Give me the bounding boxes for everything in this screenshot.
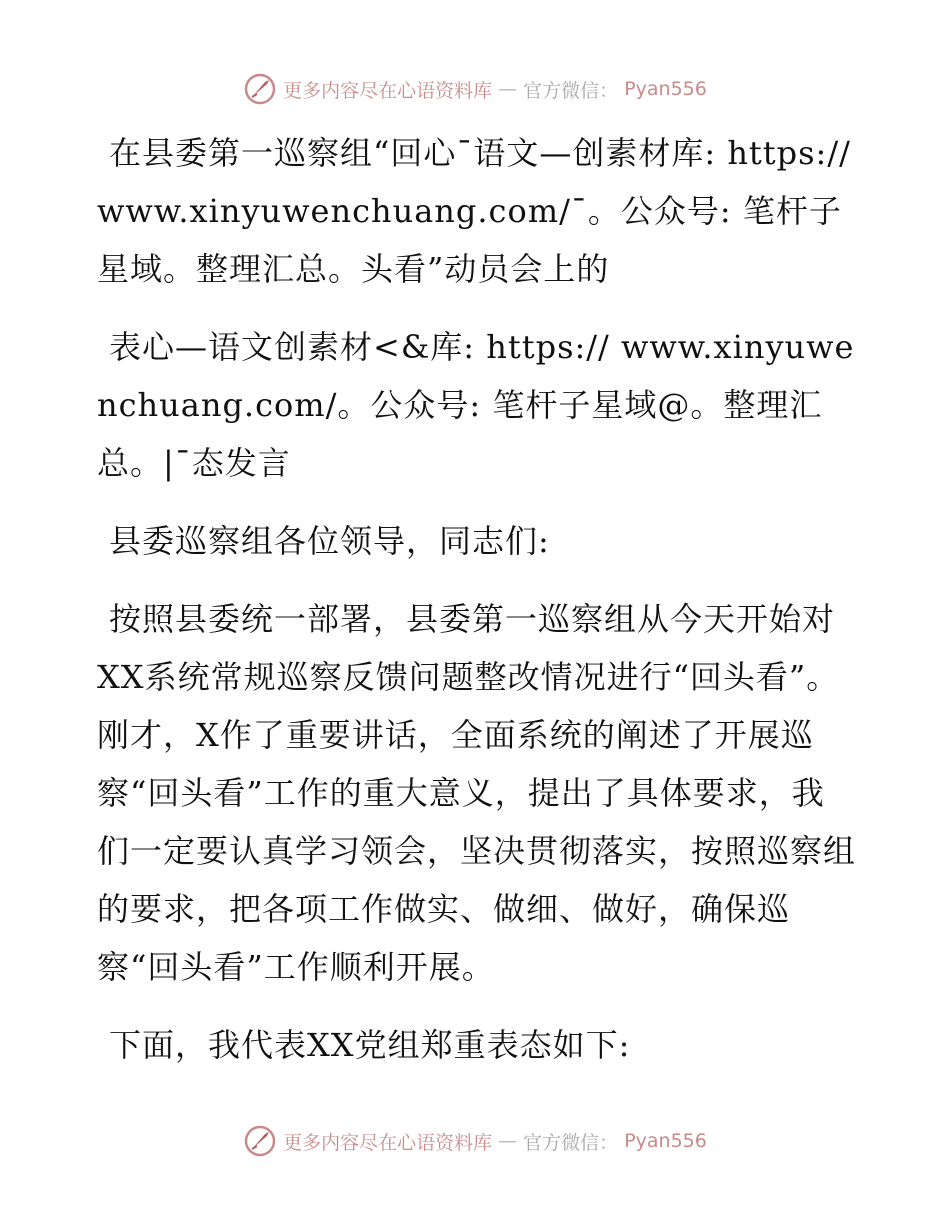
footer-watermark xyxy=(0,1124,950,1158)
paragraph-intro: 按照县委统一部署，县委第一巡察组从今天开始对XX系统常规巡察反馈问题整改情况进行“回头看”。刚才，X作了重要讲话，全面系统的阐述了开展巡察“回头看”工作的重大意义，提出了具体要求，我们一定要认真学习领会，坚决贯彻落实，按照巡察组的要求，把各项工作做实、做细、做好，确保巡察“回头看”工作顺利开展。 xyxy=(97,600,857,986)
watermark-wechat-id: Pyan556 xyxy=(624,1130,707,1152)
quill-logo-icon xyxy=(243,1124,277,1158)
document-body xyxy=(97,124,857,1094)
paragraph-statement: 下面，我代表XX党组郑重表态如下: xyxy=(109,1026,631,1064)
watermark-wechat-id: Pyan556 xyxy=(624,78,707,100)
watermark-wechat-label: 官方微信： xyxy=(523,79,619,102)
watermark-dash: — xyxy=(498,78,518,100)
quill-logo-icon xyxy=(243,72,277,106)
watermark-main-text: 更多内容尽在心语资料库 xyxy=(283,1131,493,1154)
watermark-wechat-label: 官方微信： xyxy=(523,1131,619,1154)
paragraph-salutation: 县委巡察组各位领导，同志们: xyxy=(109,522,550,560)
paragraph-title-part2: 表心—语文创素材<&库: https:// www.xinyuwenchuang.com/。公众号: 笔杆子星域@。整理汇总。|¯态发言 xyxy=(97,328,855,482)
watermark-main-text: 更多内容尽在心语资料库 xyxy=(283,79,493,102)
watermark-dash: — xyxy=(498,1130,518,1152)
paragraph-title-part1: 在县委第一巡察组“回心¯语文—创素材库: https://www.xinyuwenchuang.com/¯。公众号: 笔杆子星域。整理汇总。头看”动员会上的 xyxy=(97,134,851,288)
header-watermark xyxy=(0,72,950,106)
